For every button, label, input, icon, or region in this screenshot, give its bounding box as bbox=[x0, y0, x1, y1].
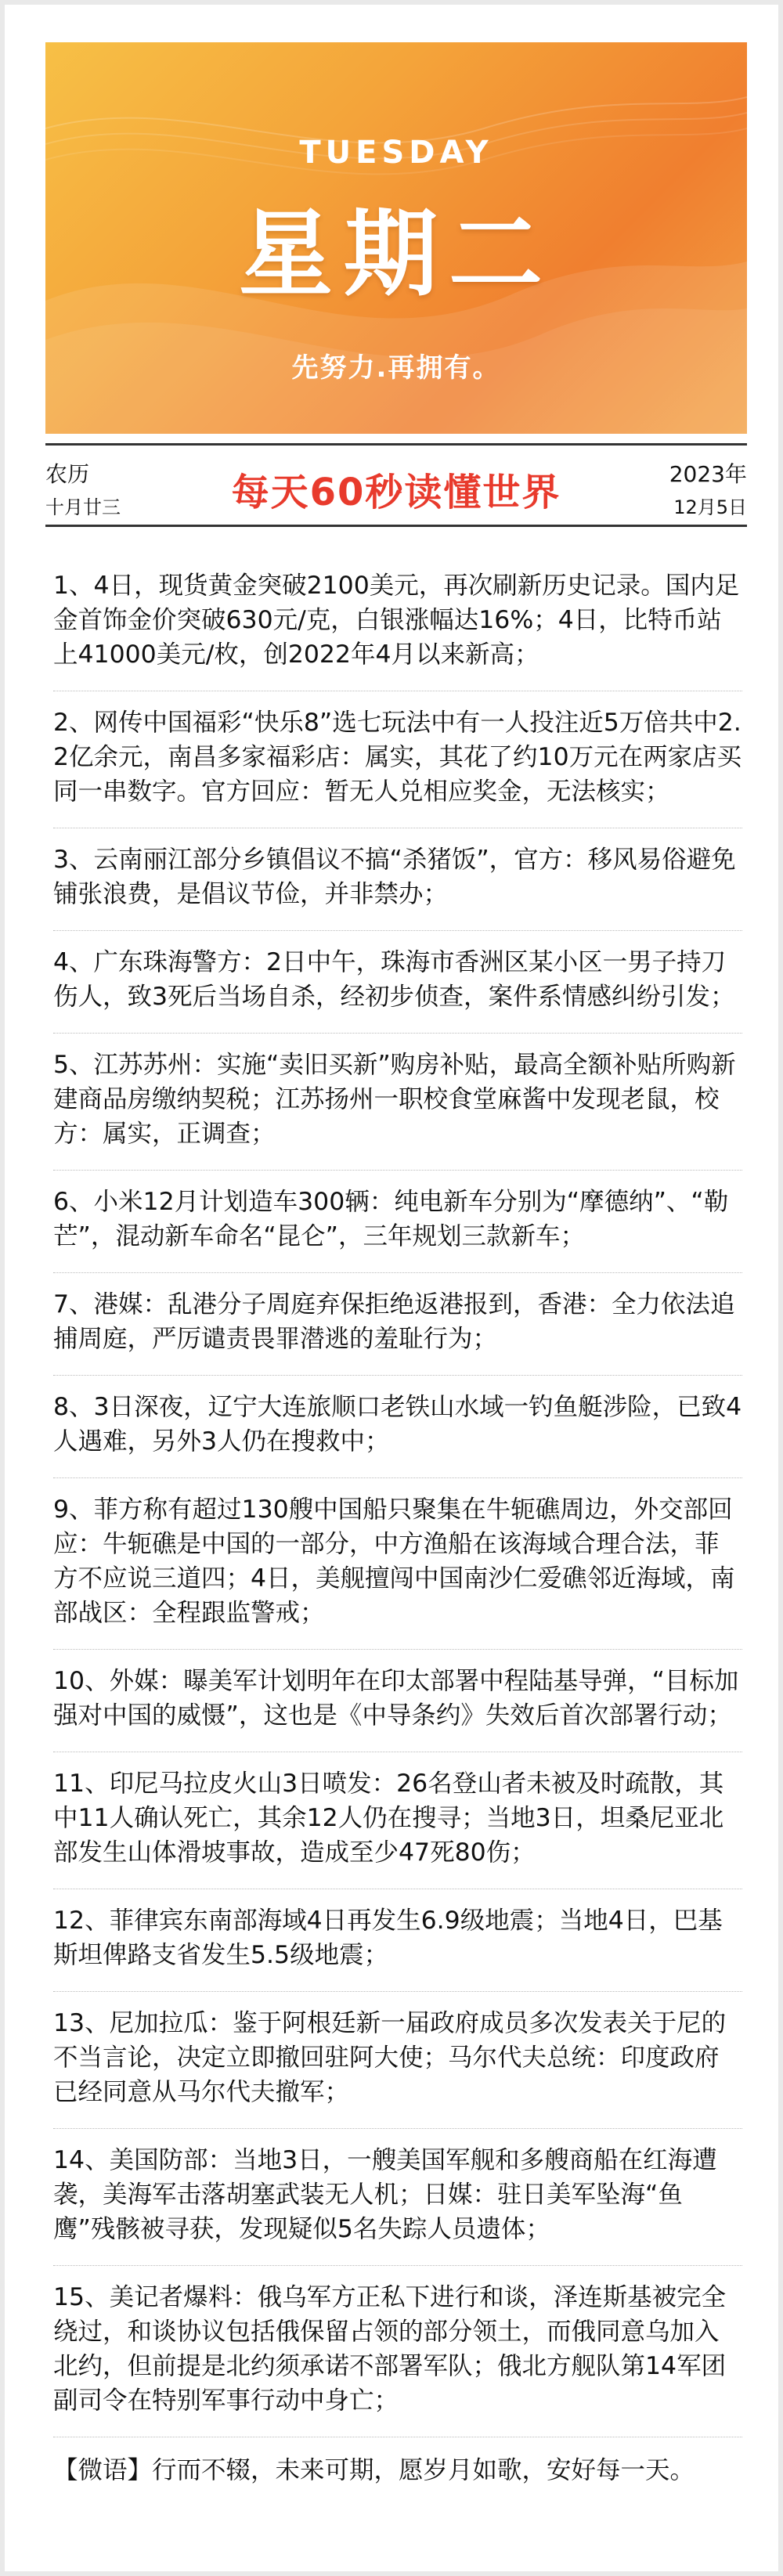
news-item: 3、云南丽江部分乡镇倡议不搞“杀猪饭”，官方：移风易俗避免铺张浪费，是倡议节俭，并非禁办； bbox=[53, 842, 742, 931]
rule-top bbox=[45, 443, 747, 446]
weiyu-quote: 【微语】行而不辍，未来可期，愿岁月如歌，安好每一天。 bbox=[53, 2456, 695, 2484]
news-item: 5、江苏苏州：实施“卖旧买新”购房补贴，最高全额补贴所购新建商品房缴纳契税；江苏扬州一职校食堂麻酱中发现老鼠，校方：属实，正调查； bbox=[53, 1048, 742, 1171]
news-item: 8、3日深夜，辽宁大连旅顺口老铁山水域一钓鱼艇涉险，已致4人遇难，另外3人仍在搜救中； bbox=[53, 1390, 742, 1478]
news-item: 9、菲方称有超过130艘中国船只聚集在牛轭礁周边，外交部回应：牛轭礁是中国的一部分，中方渔船在该海域合理合法，菲方不应说三道四；4日，美舰擅闯中国南沙仁爱礁邻近海域，南部战区：全程跟监警戒； bbox=[53, 1492, 742, 1650]
lunar-label: 农历 bbox=[45, 461, 90, 487]
news-item: 13、尼加拉瓜：鉴于阿根廷新一届政府成员多次发表关于尼的不当言论，决定立即撤回驻阿大使；马尔代夫总统：印度政府已经同意从马尔代夫撤军； bbox=[53, 2006, 742, 2129]
news-item: 7、港媒：乱港分子周庭弃保拒绝返港报到，香港：全力依法追捕周庭，严厉谴责畏罪潜逃的羞耻行为； bbox=[53, 1287, 742, 1376]
date: 12月5日 bbox=[673, 496, 747, 518]
rule-bottom bbox=[45, 525, 747, 527]
news-item: 4、广东珠海警方：2日中午，珠海市香洲区某小区一男子持刀伤人，致3死后当场自杀，经初步侦查，案件系情感纠纷引发； bbox=[53, 945, 742, 1034]
news-item: 14、美国防部：当地3日，一艘美国军舰和多艘商船在红海遭袭，美海军击落胡塞武装无人机；日媒：驻日美军坠海“鱼鹰”残骸被寻获，发现疑似5名失踪人员遗体； bbox=[53, 2143, 742, 2266]
weekday-chinese: 星期二 bbox=[239, 200, 554, 309]
news-item: 11、印尼马拉皮火山3日喷发：26名登山者未被及时疏散，其中11人确认死亡，其余12人仍在搜寻；当地3日，坦桑尼亚北部发生山体滑坡事故，造成至少47死80伤； bbox=[53, 1766, 742, 1889]
news-item: 1、4日，现货黄金突破2100美元，再次刷新历史记录。国内足金首饰金价突破630元/克，白银涨幅达16%；4日，比特币站上41000美元/枚，创2022年4月以来新高； bbox=[53, 568, 742, 691]
news-list bbox=[53, 568, 742, 2488]
news-item: 12、菲律宾东南部海域4日再发生6.9级地震；当地4日，巴基斯坦俾路支省发生5.5级地震； bbox=[53, 1903, 742, 1992]
news-item: 6、小米12月计划造车300辆：纯电新车分别为“摩德纳”、“勒芒”，混动新车命名“昆仑”，三年规划三款新车； bbox=[53, 1185, 742, 1273]
news-item: 10、外媒：曝美军计划明年在印太部署中程陆基导弹，“目标加强对中国的威慑”，这也是《中导条约》失效后首次部署行动； bbox=[53, 1664, 742, 1752]
page-title: 每天60秒读懂世界 bbox=[231, 471, 561, 514]
year: 2023年 bbox=[669, 461, 747, 487]
lunar-date: 十月廿三 bbox=[45, 496, 121, 518]
weekday-english: TUESDAY bbox=[299, 135, 493, 171]
news-item: 2、网传中国福彩“快乐8”选七玩法中有一人投注近5万倍共中2.2亿余元，南昌多家福彩店：属实，其花了约10万元在两家店买同一串数字。官方回应：暂无人兑相应奖金，无法核实； bbox=[53, 705, 742, 828]
news-item: 15、美记者爆料：俄乌军方正私下进行和谈，泽连斯基被完全绕过，和谈协议包括俄保留占领的部分领土，而俄同意乌加入北约，但前提是北约须承诺不部署军队；俄北方舰队第14军团副司令在特别军事行动中身亡； bbox=[53, 2280, 742, 2437]
banner-slogan: 先努力.再拥有。 bbox=[291, 352, 501, 384]
dateline-bar bbox=[45, 443, 747, 529]
header-banner bbox=[45, 42, 747, 434]
